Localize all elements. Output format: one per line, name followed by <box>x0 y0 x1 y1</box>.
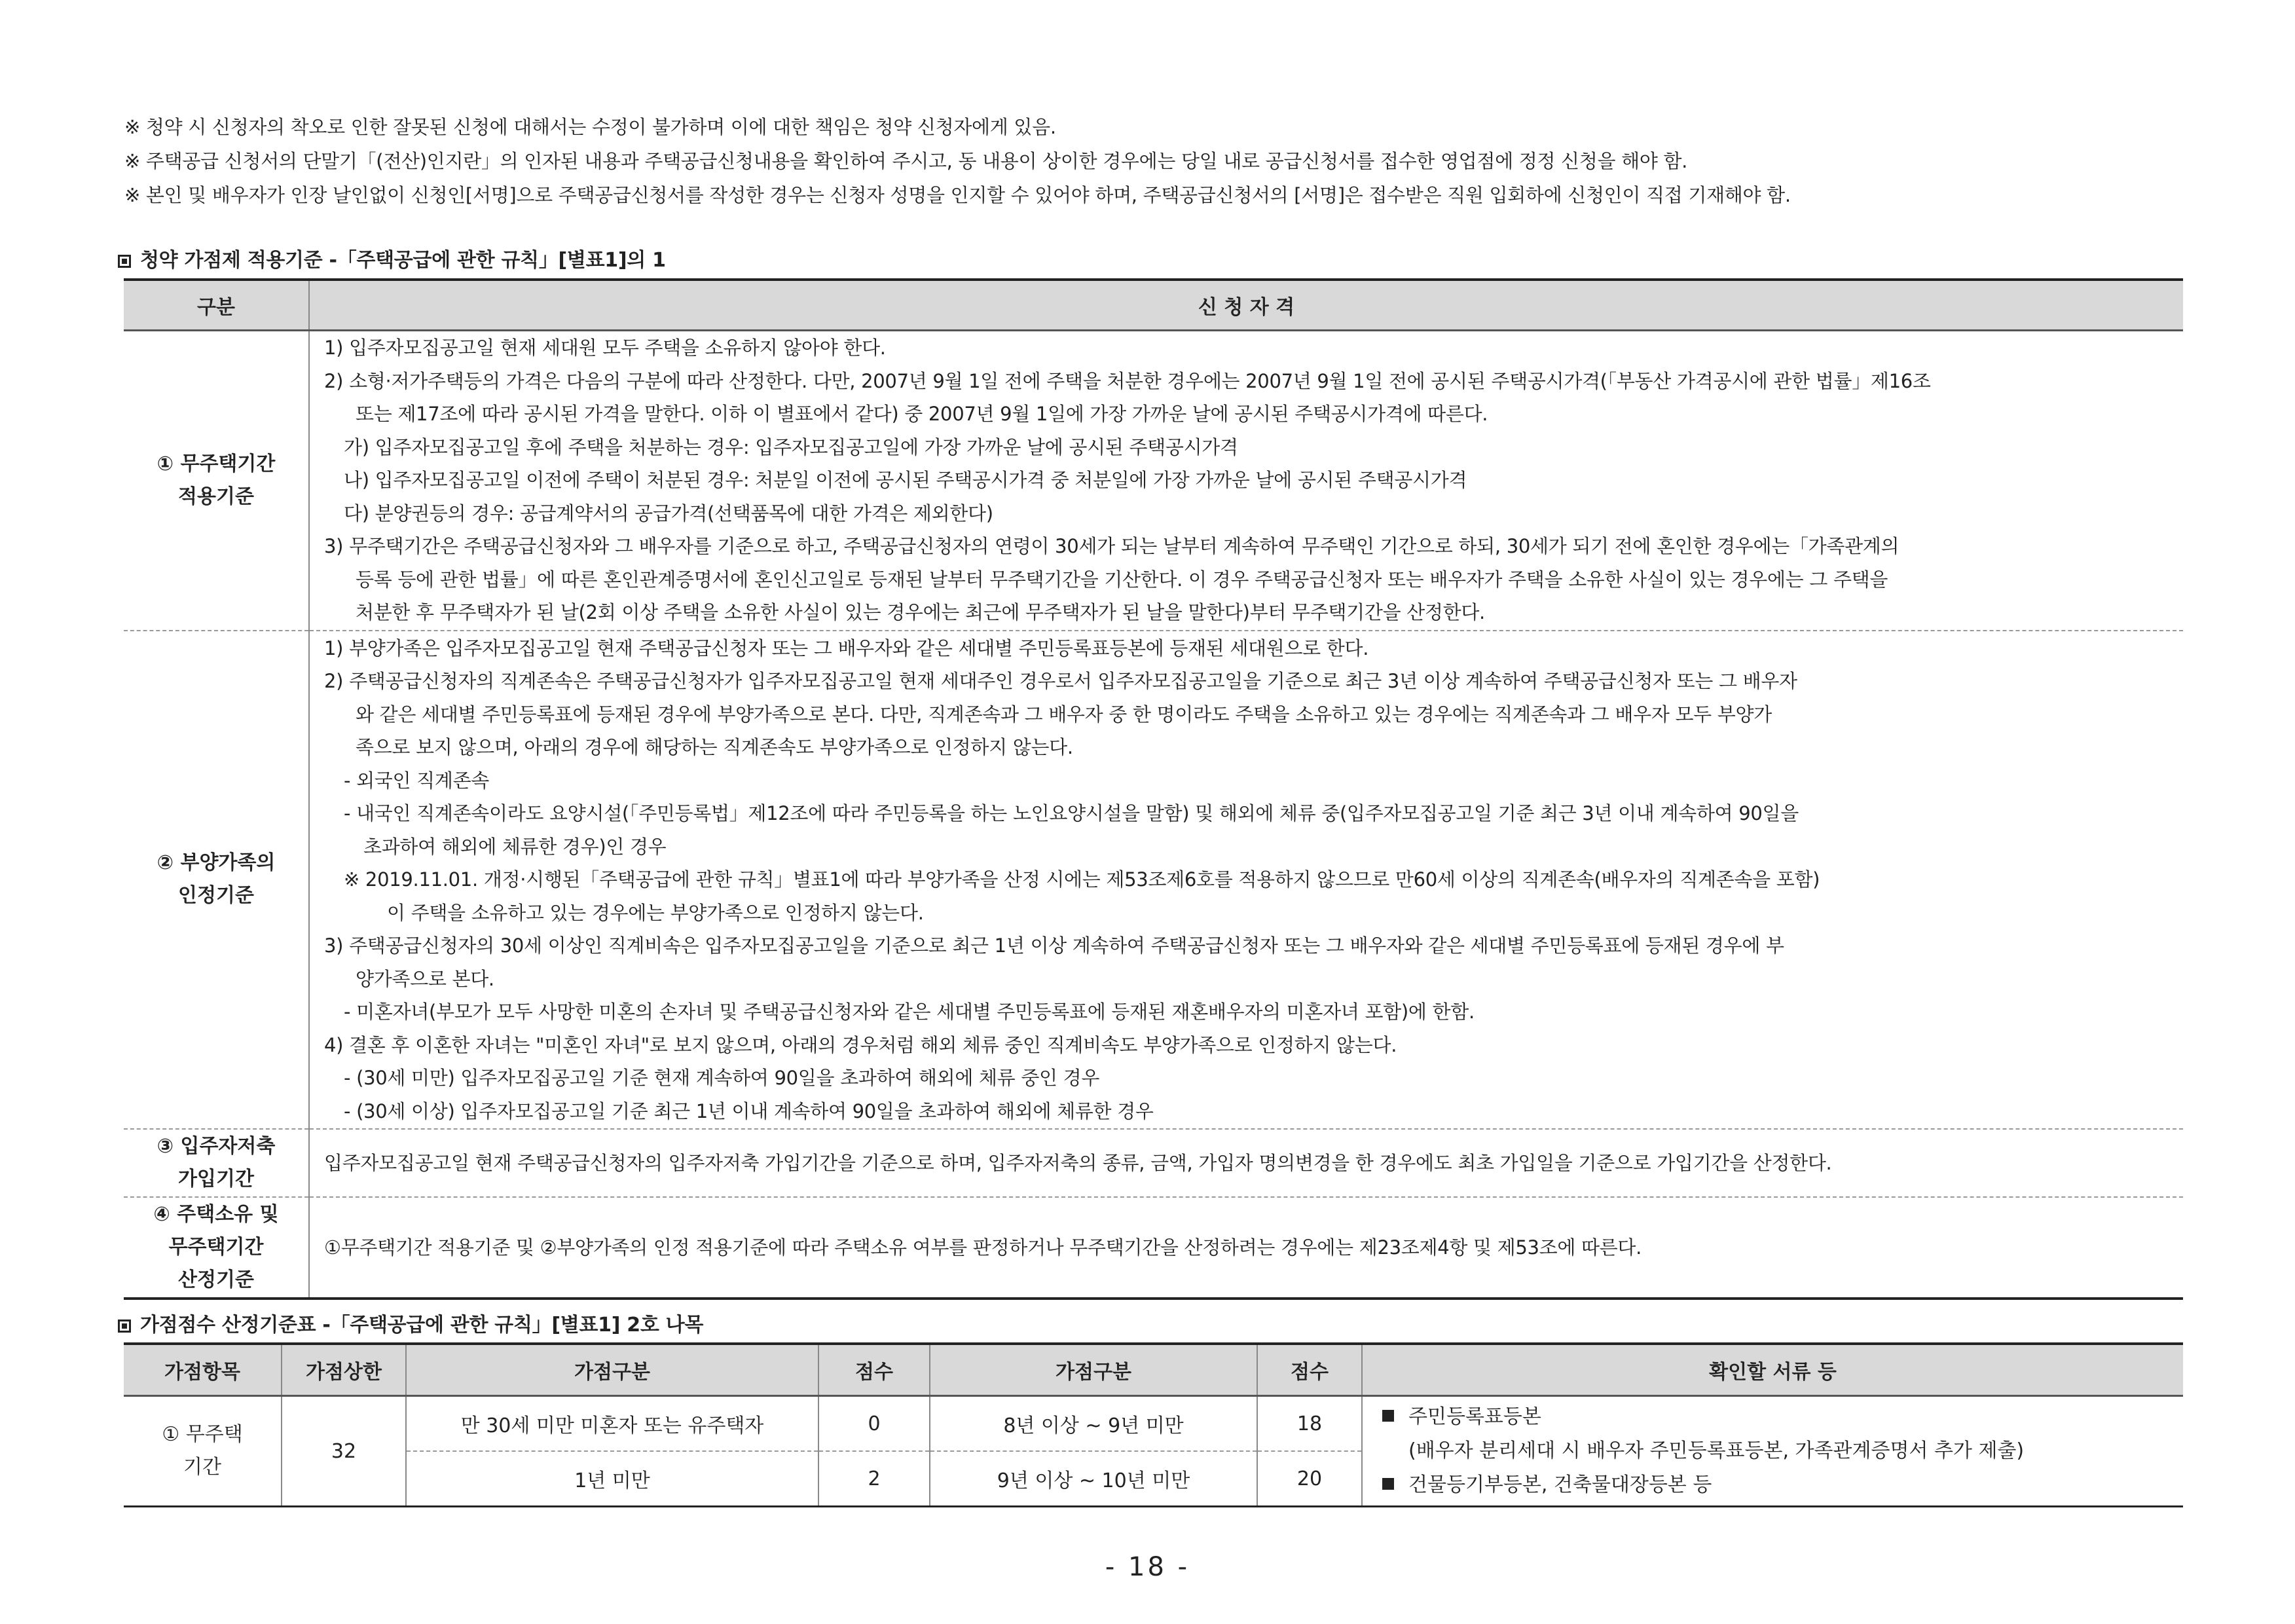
division-cell: 1년 미만 <box>406 1451 818 1507</box>
table-row <box>124 1396 2183 1452</box>
row-body: 입주자모집공고일 현재 주택공급신청자의 입주자저축 가입기간을 기준으로 하며, 입주자저축의 종류, 금액, 가입자 명의변경을 한 경우에도 최초 가입일을 기준으로 가입기간을 산정한다. <box>309 1129 2183 1197</box>
row-label: ③ 입주자저축 가입기간 <box>124 1129 309 1197</box>
score-cell: 0 <box>818 1396 930 1452</box>
score-cell: 18 <box>1257 1396 1362 1452</box>
score-table <box>124 1342 2183 1507</box>
row-body: 1) 부양가족은 입주자모집공고일 현재 주택공급신청자 또는 그 배우자와 같은 세대별 주민등록표등본에 등재된 세대원으로 한다. 2) 주택공급신청자의 직계존속은 주택공급신청자가 입주자모집공고일 현재 세대주인 경우로서 입주자모집공고일을 기준으로 최근 3년 이상 계속하여 주택공급신청자 또는 그 배우자 와 같은 세대별 주민등록표에 등재된 경우에 부양가족으로 본다. 다만, 직계존속과 그 배우자 중 한 명이라도 주택을 소유하고 있는 경우에는 직계존속과 그 배우자 모두 부양가 족으로 보지 않으며, 아래의 경우에 해당하는 직계존속도 부양가족으로 인정하지 않는다. - 외국인 직계존속 - 내국인 직계존속이라도 요양시설(「주민등록법」제12조에 따라 주민등록을 하는 노인요양시설을 말함) 및 해외에 체류 중(입주자모집공고일 기준 최근 3년 이내 계속하여 90일을 초과하여 해외에 체류한 경우)인 경우 ※ 2019.11.01. 개정·시행된「주택공급에 관한 규칙」별표1에 따라 부양가족을 산정 시에는 제53조제6호를 적용하지 않으므로 만60세 이상의 직계존속(배우자의 직계존속을 포함) 이 주택을 소유하고 있는 경우에는 부양가족으로 인정하지 않는다. 3) 주택공급신청자의 30세 이상인 직계비속은 입주자모집공고일을 기준으로 최근 1년 이상 계속하여 주택공급신청자 또는 그 배우자와 같은 세대별 주민등록표에 등재된 경우에 부 양가족으로 본다. - 미혼자녀(부모가 모두 사망한 미혼의 손자녀 및 주택공급신청자와 같은 세대별 주민등록표에 등재된 재혼배우자의 미혼자녀 포함)에 한함. 4) 결혼 후 이혼한 자녀는 "미혼인 자녀"로 보지 않으며, 아래의 경우처럼 해외 체류 중인 직계비속도 부양가족으로 인정하지 않는다. - (30세 미만) 입주자모집공고일 기준 현재 계속하여 90일을 초과하여 해외에 체류 중인 경우 - (30세 이상) 입주자모집공고일 기준 최근 1년 이내 계속하여 90일을 초과하여 해외에 체류한 경우 <box>309 631 2183 1130</box>
division-cell: 만 30세 미만 미혼자 또는 유주택자 <box>406 1396 818 1452</box>
header-score: 점수 <box>818 1344 930 1396</box>
eligibility-table <box>124 278 2183 1300</box>
note-line: ※ 주택공급 신청서의 단말기「(전산)인지란」의 인자된 내용과 주택공급신청내용을 확인하여 주시고, 동 내용이 상이한 경우에는 당일 내로 공급신청서를 접수한 영업점에 정정 신청을 해야 함. <box>124 150 1688 172</box>
square-bullet-icon <box>1382 1410 1394 1422</box>
division-cell: 8년 이상 ~ 9년 미만 <box>930 1396 1257 1452</box>
notes-block <box>124 110 2187 212</box>
square-bullet-icon <box>118 255 131 268</box>
section1-title: 청약 가점제 적용기준 -「주택공급에 관한 규칙」[별표1]의 1 <box>118 244 666 272</box>
table-row <box>124 631 2183 1130</box>
square-bullet-icon <box>1382 1478 1394 1490</box>
row-body: 1) 입주자모집공고일 현재 세대원 모두 주택을 소유하지 않아야 한다. 2) 소형·저가주택등의 가격은 다음의 구분에 따라 산정한다. 다만, 2007년 9월 1일 전에 주택을 처분한 경우에는 2007년 9월 1일 전에 공시된 주택공시가격(「부동산 가격공시에 관한 법률」제16조 또는 제17조에 따라 공시된 가격을 말한다. 이하 이 별표에서 같다) 중 2007년 9월 1일에 가장 가까운 날에 공시된 주택공시가격에 따른다. 가) 입주자모집공고일 후에 주택을 처분하는 경우: 입주자모집공고일에 가장 가까운 날에 공시된 주택공시가격 나) 입주자모집공고일 이전에 주택이 처분된 경우: 처분일 이전에 공시된 주택공시가격 중 처분일에 가장 가까운 날에 공시된 주택공시가격 다) 분양권등의 경우: 공급계약서의 공급가격(선택품목에 대한 가격은 제외한다) 3) 무주택기간은 주택공급신청자와 그 배우자를 기준으로 하고, 주택공급신청자의 연령이 30세가 되는 날부터 계속하여 무주택인 기간으로 하되, 30세가 되기 전에 혼인한 경우에는「가족관계의 등록 등에 관한 법률」에 따른 혼인관계증명서에 혼인신고일로 등재된 날부터 무주택기간을 기산한다. 이 경우 주택공급신청자 또는 배우자가 주택을 소유한 사실이 있는 경우에는 그 주택을 처분한 후 무주택자가 된 날(2회 이상 주택을 소유한 사실이 있는 경우에는 최근에 무주택자가 된 날을 말한다)부터 무주택기간을 산정한다. <box>309 331 2183 631</box>
header-division: 가점구분 <box>406 1344 818 1396</box>
header-score: 점수 <box>1257 1344 1362 1396</box>
header-category: 구분 <box>124 280 309 331</box>
division-cell: 9년 이상 ~ 10년 미만 <box>930 1451 1257 1507</box>
page-number: - 18 - <box>1105 1552 1190 1582</box>
table-row <box>124 1129 2183 1197</box>
item-cell: ① 무주택 기간 <box>124 1396 282 1507</box>
table-row <box>124 1197 2183 1299</box>
cap-cell: 32 <box>282 1396 406 1507</box>
row-label: ② 부양가족의 인정기준 <box>124 631 309 1130</box>
header-cap: 가점상한 <box>282 1344 406 1396</box>
row-label: ① 무주택기간 적용기준 <box>124 331 309 631</box>
section2-title: 가점점수 산정기준표 -「주택공급에 관한 규칙」[별표1] 2호 나목 <box>118 1308 703 1337</box>
note-line: ※ 청약 시 신청자의 착오로 인한 잘못된 신청에 대해서는 수정이 불가하며 이에 대한 책임은 청약 신청자에게 있음. <box>124 116 1056 138</box>
score-cell: 2 <box>818 1451 930 1507</box>
header-division: 가점구분 <box>930 1344 1257 1396</box>
score-cell: 20 <box>1257 1451 1362 1507</box>
square-bullet-icon <box>118 1320 131 1333</box>
row-label: ④ 주택소유 및 무주택기간 산정기준 <box>124 1197 309 1299</box>
table-row <box>124 331 2183 631</box>
header-qualification: 신 청 자 격 <box>309 280 2183 331</box>
note-line: ※ 본인 및 배우자가 인장 날인없이 신청인[서명]으로 주택공급신청서를 작성한 경우는 신청자 성명을 인지할 수 있어야 하며, 주택공급신청서의 [서명]은 접수받은 직원 입회하에 신청인이 직접 기재해야 함. <box>124 184 1791 206</box>
documents-cell: 주민등록표등본 (배우자 분리세대 시 배우자 주민등록표등본, 가족관계증명서 추가 제출) 건물등기부등본, 건축물대장등본 등 <box>1362 1396 2183 1507</box>
header-documents: 확인할 서류 등 <box>1362 1344 2183 1396</box>
header-item: 가점항목 <box>124 1344 282 1396</box>
row-body: ①무주택기간 적용기준 및 ②부양가족의 인정 적용기준에 따라 주택소유 여부를 판정하거나 무주택기간을 산정하려는 경우에는 제23조제4항 및 제53조에 따른다. <box>309 1197 2183 1299</box>
